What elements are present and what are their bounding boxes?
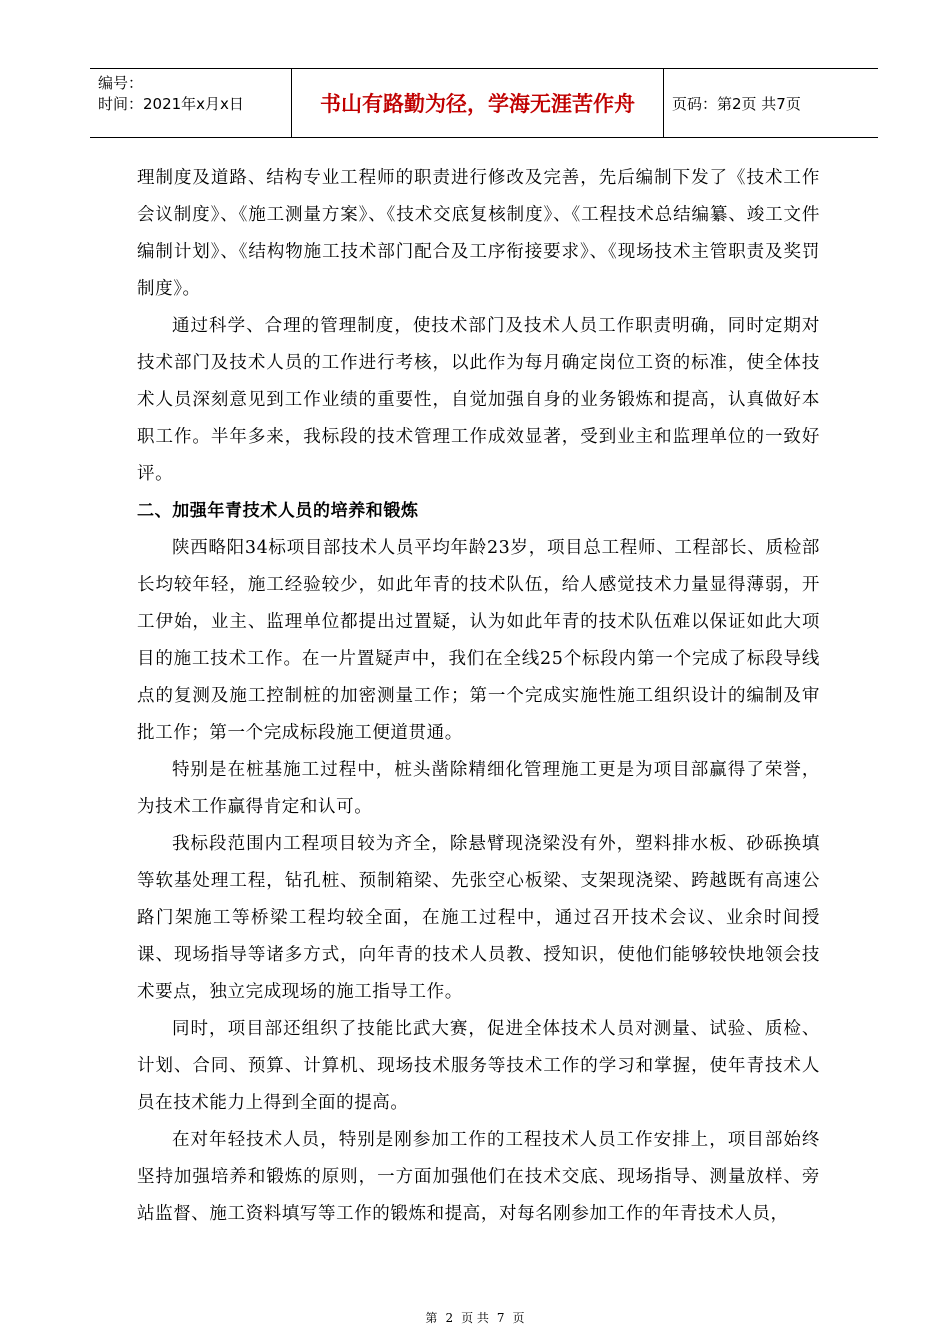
footer-middle: 页 共 (461, 1311, 489, 1325)
footer-suffix: 页 (512, 1311, 525, 1325)
section-heading: 二、加强年青技术人员的培养和锻炼 (137, 501, 419, 521)
body-paragraph: 通过科学、合理的管理制度，使技术部门及技术人员工作职责明确，同时定期对技术部门及技术人员的工作进行考核，以此作为每月确定岗位工资的标准，使全体技术人员深刻意见到工作业绩的重要性，自觉加强自身的业务锻炼和提高，认真做好本职工作。半年多来，我标段的技术管理工作成效显著，受到业主和监理单位的一致好评。 (137, 316, 820, 484)
body-paragraph: 特别是在桩基施工过程中，桩头凿除精细化管理施工更是为项目部赢得了荣誉，为技术工作赢得肯定和认可。 (137, 760, 820, 817)
header-info-cell (90, 69, 292, 137)
time-label: 时间：2021年x月x日 (98, 95, 244, 113)
footer-total-pages: 7 (496, 1311, 505, 1325)
footer-current-page: 2 (445, 1311, 454, 1325)
page-footer (0, 1309, 950, 1326)
document-body (137, 160, 820, 1233)
body-paragraph: 我标段范围内工程项目较为齐全，除悬臂现浇梁没有外，塑料排水板、砂砾换填等软基处理工程，钻孔桩、预制箱梁、先张空心板梁、支架现浇梁、跨越既有高速公路门架施工等桥梁工程均较全面，在施工过程中，通过召开技术会议、业余时间授课、现场指导等诸多方式，向年青的技术人员教、授知识，使他们能够较快地领会技术要点，独立完成现场的施工指导工作。 (137, 834, 820, 1002)
page-header (90, 68, 878, 138)
body-paragraph: 在对年轻技术人员，特别是刚参加工作的工程技术人员工作安排上，项目部始终坚持加强培养和锻炼的原则，一方面加强他们在技术交底、现场指导、测量放样、旁站监督、施工资料填写等工作的锻炼和提高，对每名刚参加工作的年青技术人员， (137, 1130, 820, 1224)
body-paragraph: 同时，项目部还组织了技能比武大赛，促进全体技术人员对测量、试验、质检、计划、合同、预算、计算机、现场技术服务等技术工作的学习和掌握，使年青技术人员在技术能力上得到全面的提高。 (137, 1019, 820, 1113)
number-label: 编号： (98, 74, 144, 92)
header-motto: 书山有路勤为径，学海无涯苦作舟 (292, 69, 664, 137)
body-paragraph: 理制度及道路、结构专业工程师的职责进行修改及完善，先后编制下发了《技术工作会议制度》、《施工测量方案》、《技术交底复核制度》、《工程技术总结编纂、竣工文件编制计划》、《结构物施工技术部门配合及工序衔接要求》、《现场技术主管职责及奖罚制度》。 (137, 168, 820, 299)
body-paragraph: 陕西略阳34标项目部技术人员平均年龄23岁，项目总工程师、工程部长、质检部长均较年轻，施工经验较少，如此年青的技术队伍，给人感觉技术力量显得薄弱，开工伊始，业主、监理单位都提出过置疑，认为如此年青的技术队伍难以保证如此大项目的施工技术工作。在一片置疑声中，我们在全线25个标段内第一个完成了标段导线点的复测及施工控制桩的加密测量工作；第一个完成实施性施工组织设计的编制及审批工作；第一个完成标段施工便道贯通。 (137, 538, 820, 743)
header-page-label: 页码：第2页 共7页 (672, 94, 801, 113)
footer-prefix: 第 (425, 1311, 438, 1325)
